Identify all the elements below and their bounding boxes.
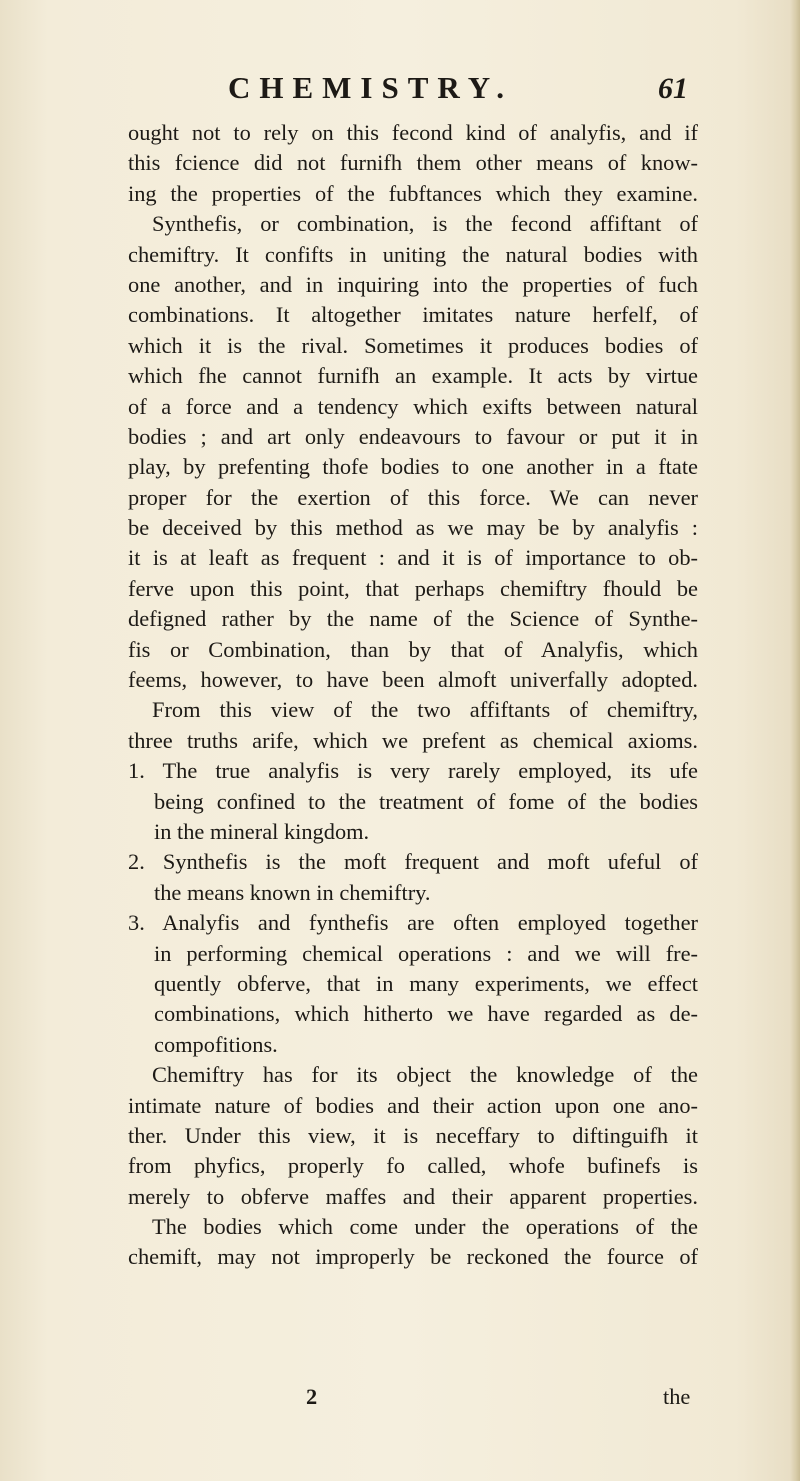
text-line: this fcience did not furnifh them other means of know- [128, 150, 698, 176]
text-line: combinations, which hitherto we have regarded as de- [154, 1001, 698, 1027]
text-line: 3. Analyfis and fynthefis are often employed together [128, 910, 698, 936]
page-number: 61 [658, 72, 688, 105]
text-line: merely to obferve maffes and their apparent properties. [128, 1183, 698, 1209]
page-edge [790, 0, 800, 1481]
running-header [228, 70, 688, 110]
text-line: proper for the exertion of this force. We can never [128, 484, 698, 510]
text-line: be deceived by this method as we may be by analyfis : [128, 515, 698, 541]
text-line: chemiftry. It confifts in uniting the natural bodies with [128, 241, 698, 267]
text-line: quently obferve, that in many experiments, we effect [154, 970, 698, 996]
text-line: three truths arife, which we prefent as chemical axioms. [128, 727, 698, 753]
text-line: which fhe cannot furnifh an example. It acts by virtue [128, 363, 698, 389]
running-title: CHEMISTRY. [228, 70, 514, 105]
text-line: in performing chemical operations : and we will fre- [154, 940, 698, 966]
text-line: being confined to the treatment of fome of the bodies [154, 788, 698, 814]
text-line: The bodies which come under the operations of the [152, 1214, 698, 1240]
text-line: ferve upon this point, that perhaps chemiftry fhould be [128, 575, 698, 601]
text-line: ought not to rely on this fecond kind of analyfis, and if [128, 120, 698, 145]
body-text [128, 118, 698, 1273]
text-line: feems, however, to have been almoft univerfally adopted. [128, 667, 698, 693]
text-line: ther. Under this view, it is neceffary to diftinguifh it [128, 1122, 698, 1148]
page-footer [0, 1384, 800, 1416]
text-line: combinations. It altogether imitates nature herfelf, of [128, 302, 698, 328]
text-line: play, by prefenting thofe bodies to one another in a ftate [128, 454, 698, 480]
text-line: of a force and a tendency which exifts between natural [128, 393, 698, 419]
text-line: intimate nature of bodies and their action upon one ano- [128, 1092, 698, 1118]
text-line: chemift, may not improperly be reckoned the fource of [128, 1244, 698, 1270]
text-line: From this view of the two affiftants of chemiftry, [152, 697, 698, 723]
text-line: Chemiftry has for its object the knowledge of the [152, 1062, 698, 1088]
signature-mark: 2 [306, 1384, 318, 1409]
text-line: in the mineral kingdom. [154, 818, 370, 844]
text-line: one another, and in inquiring into the properties of fuch [128, 271, 698, 297]
text-line: bodies ; and art only endeavours to favour or put it in [128, 423, 698, 449]
text-line: it is at leaft as frequent : and it is of importance to ob- [128, 545, 698, 571]
text-line: from phyfics, properly fo called, whofe bufinefs is [128, 1153, 698, 1179]
text-line: defigned rather by the name of the Science of Synthe- [128, 606, 698, 632]
text-line: 1. The true analyfis is very rarely employed, its ufe [128, 758, 698, 784]
text-line: which it is the rival. Sometimes it produces bodies of [128, 332, 698, 358]
text-line: compofitions. [154, 1031, 278, 1057]
text-line: the means known in chemiftry. [154, 879, 431, 905]
text-line: ing the properties of the fubftances which they examine. [128, 180, 698, 206]
text-line: Synthefis, or combination, is the fecond affiftant of [152, 211, 698, 237]
text-line: fis or Combination, than by that of Analyfis, which [128, 636, 698, 662]
catchword: the [663, 1384, 691, 1409]
text-line: 2. Synthefis is the moft frequent and moft ufeful of [128, 849, 698, 875]
